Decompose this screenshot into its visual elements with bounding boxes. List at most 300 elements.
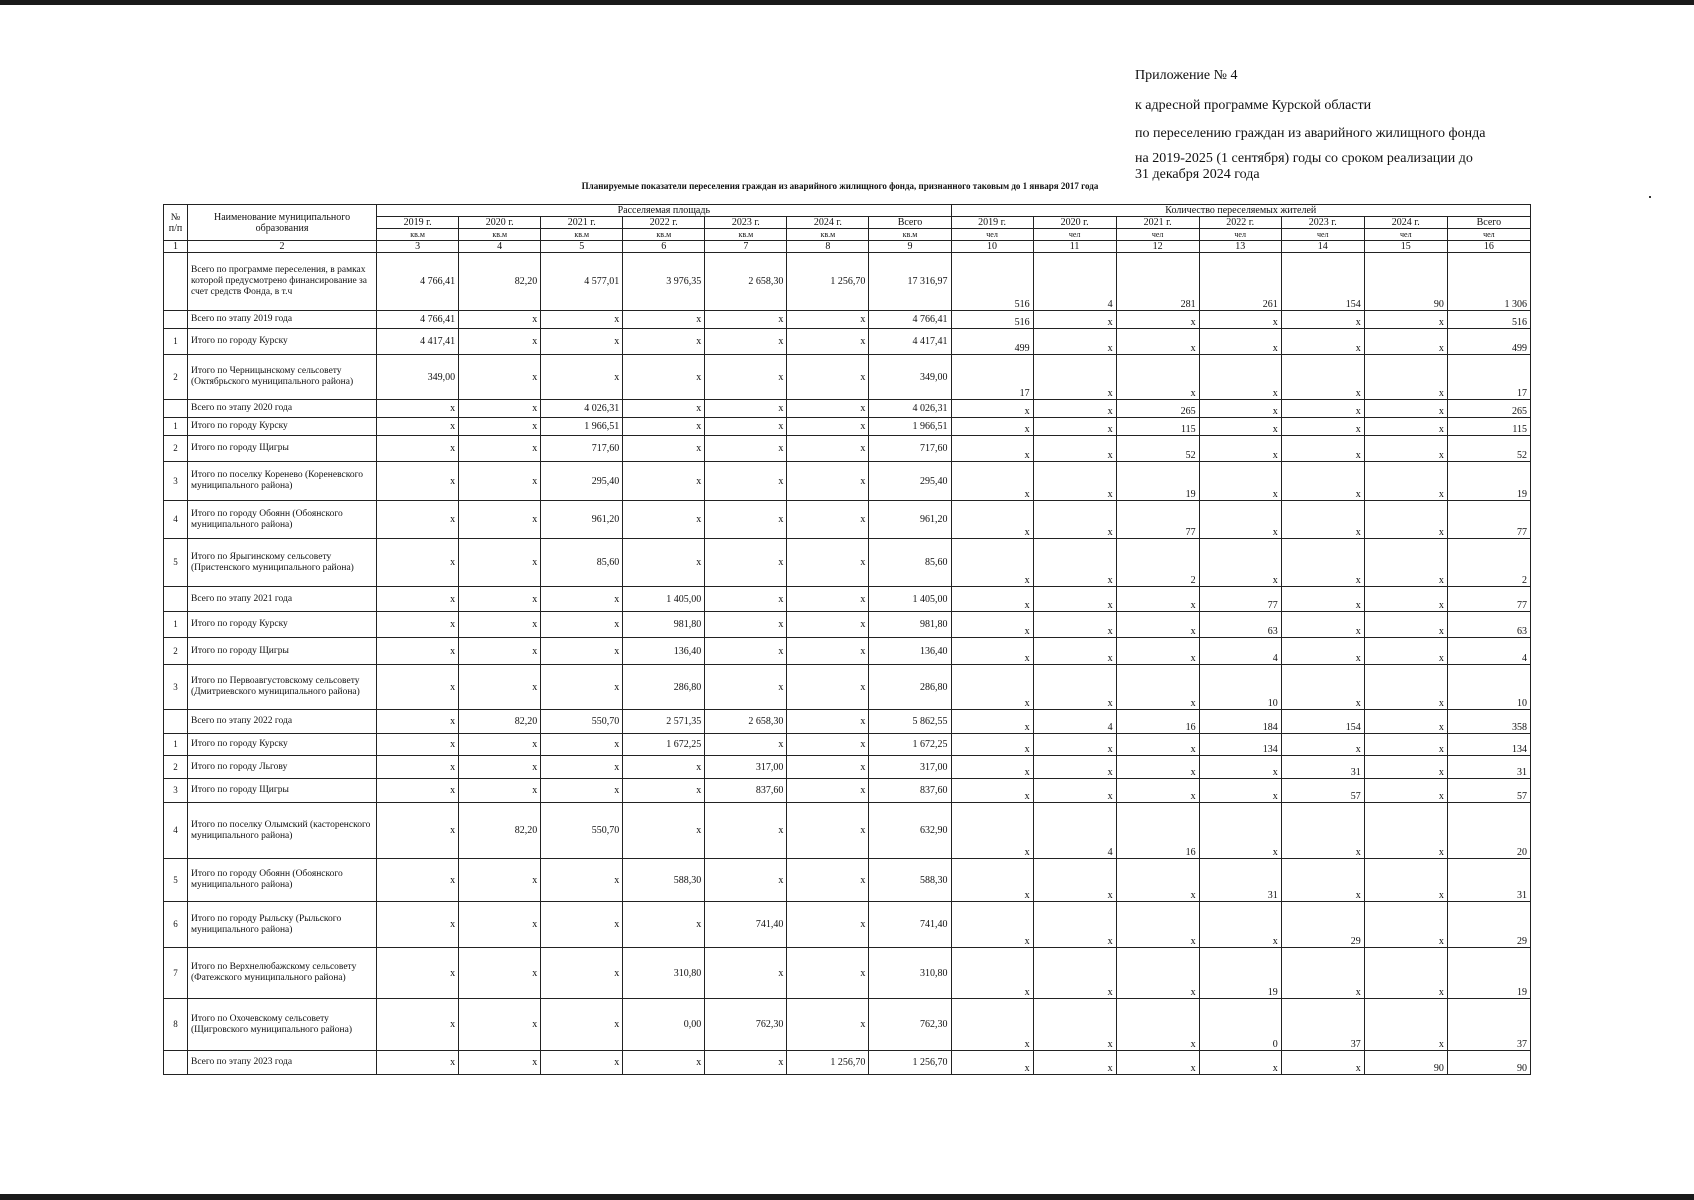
people-cell: 77 [1447,501,1530,539]
people-cell: 37 [1447,999,1530,1051]
people-cell: x [1364,436,1447,462]
area-cell: x [623,902,705,948]
people-cell: x [1033,539,1116,587]
table-row [164,418,1531,436]
header-row-column-numbers [164,241,1531,253]
people-cell: 261 [1199,253,1281,311]
table-row [164,501,1531,539]
people-cell: x [951,612,1033,638]
area-cell: 310,80 [623,948,705,999]
unit-header-people: чел [1199,229,1281,241]
row-name: Всего по программе переселения, в рамках которой предусмотрено финансирование за счет средств Фонда, в т.ч [188,253,377,311]
row-number: 1 [164,734,188,756]
area-cell: x [459,638,541,665]
people-cell: x [1199,418,1281,436]
area-cell: x [377,803,459,859]
people-cell: x [1364,756,1447,779]
year-header-area: Всего [869,217,951,229]
area-cell: 4 766,41 [869,311,951,329]
people-cell: x [1364,734,1447,756]
people-cell: x [1281,418,1364,436]
people-cell: x [1033,400,1116,418]
table-row [164,999,1531,1051]
people-cell: x [1364,462,1447,501]
area-cell: x [787,462,869,501]
area-cell: 349,00 [869,355,951,400]
area-cell: x [623,779,705,803]
row-number: 5 [164,859,188,902]
appendix-line-4: на 2019-2025 (1 сентября) годы со сроком реализации до [1135,151,1473,166]
unit-header-people: чел [1447,229,1530,241]
people-cell: x [1364,400,1447,418]
people-cell: 134 [1447,734,1530,756]
area-cell: 4 766,41 [377,253,459,311]
area-cell: x [787,902,869,948]
people-cell: x [1033,948,1116,999]
unit-header-people: чел [1364,229,1447,241]
people-cell: x [951,710,1033,734]
area-cell: 136,40 [623,638,705,665]
area-cell: x [377,734,459,756]
year-header-people: 2024 г. [1364,217,1447,229]
row-number: 1 [164,418,188,436]
people-cell: 4 [1447,638,1530,665]
people-cell: 90 [1364,1051,1447,1075]
people-cell: x [1199,436,1281,462]
area-cell: x [787,999,869,1051]
people-cell: x [1033,665,1116,710]
column-number: 13 [1199,241,1281,253]
table-row [164,329,1531,355]
area-cell: 85,60 [869,539,951,587]
people-cell: x [1364,710,1447,734]
area-cell: x [787,418,869,436]
people-cell: x [1281,1051,1364,1075]
area-cell: x [377,756,459,779]
people-cell: x [1199,311,1281,329]
area-cell: 4 417,41 [377,329,459,355]
table-row [164,902,1531,948]
unit-header-people: чел [1033,229,1116,241]
people-cell: x [1199,462,1281,501]
area-cell: x [623,462,705,501]
resettlement-table [163,204,1531,1075]
unit-header-area: кв.м [541,229,623,241]
row-number: 2 [164,638,188,665]
column-number: 7 [705,241,787,253]
area-cell: 4 766,41 [377,311,459,329]
area-cell: x [377,436,459,462]
area-cell: 3 976,35 [623,253,705,311]
area-cell: x [377,587,459,612]
area-cell: x [377,710,459,734]
people-cell: x [1116,902,1199,948]
people-cell: x [1199,329,1281,355]
people-cell: x [951,734,1033,756]
people-cell: 516 [1447,311,1530,329]
table-row [164,355,1531,400]
column-number: 3 [377,241,459,253]
people-cell: 154 [1281,710,1364,734]
people-cell: x [951,501,1033,539]
unit-header-people: чел [951,229,1033,241]
people-cell: x [1281,859,1364,902]
appendix-line-5: 31 декабря 2024 года [1135,167,1260,182]
people-cell: x [1033,501,1116,539]
area-cell: x [787,311,869,329]
people-cell: x [1364,999,1447,1051]
row-number: 7 [164,948,188,999]
table-row [164,803,1531,859]
unit-header-area: кв.м [787,229,869,241]
area-cell: x [541,902,623,948]
table-row [164,734,1531,756]
header-area-group: Расселяемая площадь [377,205,951,217]
header-name: Наименование муниципального образования [188,205,377,241]
area-cell: x [541,612,623,638]
people-cell: x [1033,355,1116,400]
people-cell: 358 [1447,710,1530,734]
area-cell: x [459,948,541,999]
row-number: 3 [164,462,188,501]
people-cell: 77 [1116,501,1199,539]
people-cell: x [951,756,1033,779]
area-cell: x [377,638,459,665]
people-cell: x [1199,539,1281,587]
people-cell: 63 [1447,612,1530,638]
people-cell: 19 [1116,462,1199,501]
area-cell: x [459,902,541,948]
people-cell: x [1364,355,1447,400]
people-cell: x [1199,501,1281,539]
area-cell: x [787,436,869,462]
area-cell: x [787,329,869,355]
area-cell: x [787,665,869,710]
area-cell: x [541,859,623,902]
row-number [164,253,188,311]
people-cell: x [951,400,1033,418]
area-cell: 837,60 [869,779,951,803]
people-cell: 19 [1447,948,1530,999]
unit-header-people: чел [1281,229,1364,241]
area-cell: x [541,638,623,665]
area-cell: 717,60 [869,436,951,462]
people-cell: 499 [1447,329,1530,355]
people-cell: 115 [1116,418,1199,436]
row-number: 3 [164,779,188,803]
column-number: 12 [1116,241,1199,253]
people-cell: x [1281,803,1364,859]
people-cell: x [1116,355,1199,400]
people-cell: 20 [1447,803,1530,859]
people-cell: x [1116,612,1199,638]
row-name: Итого по городу Щигры [188,436,377,462]
area-cell: x [787,948,869,999]
area-cell: x [459,329,541,355]
people-cell: x [951,539,1033,587]
people-cell: 265 [1447,400,1530,418]
year-header-area: 2021 г. [541,217,623,229]
area-cell: x [377,1051,459,1075]
row-name: Всего по этапу 2023 года [188,1051,377,1075]
header-people-group: Количество переселяемых жителей [951,205,1530,217]
area-cell: 4 417,41 [869,329,951,355]
people-cell: x [951,902,1033,948]
people-cell: x [951,587,1033,612]
area-cell: x [459,999,541,1051]
row-name: Итого по Первоавгустовскому сельсовету (Дмитриевского муниципального района) [188,665,377,710]
area-cell: x [459,311,541,329]
people-cell: x [1364,311,1447,329]
year-header-people: Всего [1447,217,1530,229]
year-header-people: 2019 г. [951,217,1033,229]
people-cell: x [1116,311,1199,329]
people-cell: 29 [1447,902,1530,948]
area-cell: x [459,400,541,418]
area-cell: x [705,462,787,501]
area-cell: x [459,734,541,756]
people-cell: x [1033,902,1116,948]
area-cell: 1 256,70 [787,1051,869,1075]
area-cell: x [705,612,787,638]
column-number: 9 [869,241,951,253]
people-cell: x [1033,587,1116,612]
people-cell: x [1364,803,1447,859]
area-cell: 981,80 [623,612,705,638]
people-cell: 29 [1281,902,1364,948]
area-cell: x [377,462,459,501]
row-name: Итого по городу Курску [188,418,377,436]
people-cell: 4 [1199,638,1281,665]
people-cell: x [1033,734,1116,756]
people-cell: x [1033,311,1116,329]
people-cell: x [1281,638,1364,665]
people-cell: 31 [1199,859,1281,902]
area-cell: x [459,587,541,612]
area-cell: x [459,665,541,710]
area-cell: x [541,1051,623,1075]
table-row [164,710,1531,734]
people-cell: x [1199,779,1281,803]
unit-header-area: кв.м [869,229,951,241]
people-cell: x [1281,501,1364,539]
area-cell: x [623,311,705,329]
row-number: 1 [164,612,188,638]
area-cell: x [623,1051,705,1075]
unit-header-people: чел [1116,229,1199,241]
row-number: 3 [164,665,188,710]
row-name: Итого по городу Курску [188,329,377,355]
people-cell: 0 [1199,999,1281,1051]
people-cell: 4 [1033,710,1116,734]
people-cell: x [1116,638,1199,665]
area-cell: 4 577,01 [541,253,623,311]
people-cell: 4 [1033,803,1116,859]
people-cell: x [951,665,1033,710]
area-cell: 4 026,31 [869,400,951,418]
people-cell: x [1281,355,1364,400]
row-name: Итого по городу Щигры [188,638,377,665]
area-cell: 2 658,30 [705,253,787,311]
area-cell: x [623,803,705,859]
people-cell: x [1033,779,1116,803]
area-cell: x [705,355,787,400]
area-cell: 5 862,55 [869,710,951,734]
area-cell: 349,00 [377,355,459,400]
area-cell: x [705,948,787,999]
area-cell: x [541,779,623,803]
people-cell: 90 [1447,1051,1530,1075]
area-cell: x [377,539,459,587]
row-name: Итого по Охочевскому сельсовету (Щигровского муниципального района) [188,999,377,1051]
people-cell: x [1364,539,1447,587]
row-name: Всего по этапу 2022 года [188,710,377,734]
people-cell: 37 [1281,999,1364,1051]
area-cell: x [623,418,705,436]
area-cell: x [541,948,623,999]
area-cell: x [541,756,623,779]
area-cell: x [705,665,787,710]
people-cell: 184 [1199,710,1281,734]
people-cell: x [1281,948,1364,999]
table-row [164,436,1531,462]
area-cell: x [705,638,787,665]
area-cell: 1 256,70 [787,253,869,311]
year-header-area: 2019 г. [377,217,459,229]
people-cell: x [1033,756,1116,779]
people-cell: 19 [1447,462,1530,501]
area-cell: x [541,311,623,329]
table-row [164,756,1531,779]
people-cell: x [951,418,1033,436]
row-number: 4 [164,501,188,539]
row-name: Итого по городу Обоянн (Обоянского муниципального района) [188,859,377,902]
area-cell: x [787,779,869,803]
year-header-people: 2022 г. [1199,217,1281,229]
area-cell: x [459,462,541,501]
row-name: Итого по городу Курску [188,734,377,756]
area-cell: x [377,501,459,539]
people-cell: x [951,436,1033,462]
people-cell: x [1364,665,1447,710]
unit-header-area: кв.м [377,229,459,241]
people-cell: x [1116,779,1199,803]
people-cell: x [1281,436,1364,462]
area-cell: x [623,756,705,779]
people-cell: x [1281,665,1364,710]
area-cell: 961,20 [541,501,623,539]
row-number: 1 [164,329,188,355]
area-cell: 310,80 [869,948,951,999]
people-cell: 4 [1033,253,1116,311]
people-cell: x [1364,902,1447,948]
row-name: Всего по этапу 2020 года [188,400,377,418]
unit-header-area: кв.м [623,229,705,241]
people-cell: x [1033,329,1116,355]
area-cell: x [787,612,869,638]
scan-speck [1649,196,1651,198]
area-cell: x [705,436,787,462]
table-row [164,1051,1531,1075]
people-cell: x [951,638,1033,665]
area-cell: 1 256,70 [869,1051,951,1075]
people-cell: x [1364,501,1447,539]
people-cell: 134 [1199,734,1281,756]
people-cell: x [1199,902,1281,948]
area-cell: x [459,756,541,779]
area-cell: x [459,355,541,400]
table-row [164,253,1531,311]
area-cell: 286,80 [869,665,951,710]
people-cell: x [1033,859,1116,902]
people-cell: 19 [1199,948,1281,999]
people-cell: x [1364,329,1447,355]
table-row [164,612,1531,638]
area-cell: x [705,501,787,539]
area-cell: x [459,436,541,462]
unit-header-area: кв.м [705,229,787,241]
area-cell: 4 026,31 [541,400,623,418]
area-cell: 1 405,00 [869,587,951,612]
column-number: 11 [1033,241,1116,253]
people-cell: x [1033,1051,1116,1075]
row-number: 8 [164,999,188,1051]
year-header-people: 2020 г. [1033,217,1116,229]
people-cell: 281 [1116,253,1199,311]
people-cell: x [1116,999,1199,1051]
people-cell: x [951,779,1033,803]
table-row [164,779,1531,803]
people-cell: x [1364,859,1447,902]
area-cell: 286,80 [623,665,705,710]
people-cell: x [951,1051,1033,1075]
area-cell: 317,00 [869,756,951,779]
column-number: 15 [1364,241,1447,253]
column-number: 6 [623,241,705,253]
people-cell: 52 [1116,436,1199,462]
area-cell: x [787,756,869,779]
column-number: 1 [164,241,188,253]
area-cell: 17 316,97 [869,253,951,311]
row-number [164,400,188,418]
area-cell: 82,20 [459,253,541,311]
scan-edge-top [0,0,1694,5]
people-cell: x [1199,400,1281,418]
people-cell: x [1116,859,1199,902]
area-cell: 136,40 [869,638,951,665]
area-cell: 741,40 [705,902,787,948]
people-cell: 516 [951,311,1033,329]
area-cell: 1 672,25 [869,734,951,756]
area-cell: x [787,355,869,400]
people-cell: 16 [1116,710,1199,734]
people-cell: 10 [1447,665,1530,710]
people-cell: 57 [1281,779,1364,803]
area-cell: x [623,436,705,462]
area-cell: x [541,665,623,710]
area-cell: x [787,587,869,612]
area-cell: x [459,418,541,436]
row-number: 6 [164,902,188,948]
area-cell: x [377,665,459,710]
scan-edge-bottom [0,1194,1694,1200]
row-name: Итого по Верхнелюбажскому сельсовету (Фатежского муниципального района) [188,948,377,999]
row-name: Итого по городу Курску [188,612,377,638]
area-cell: x [623,501,705,539]
people-cell: x [1033,638,1116,665]
area-cell: x [787,539,869,587]
appendix-line-2: к адресной программе Курской области [1135,98,1372,113]
